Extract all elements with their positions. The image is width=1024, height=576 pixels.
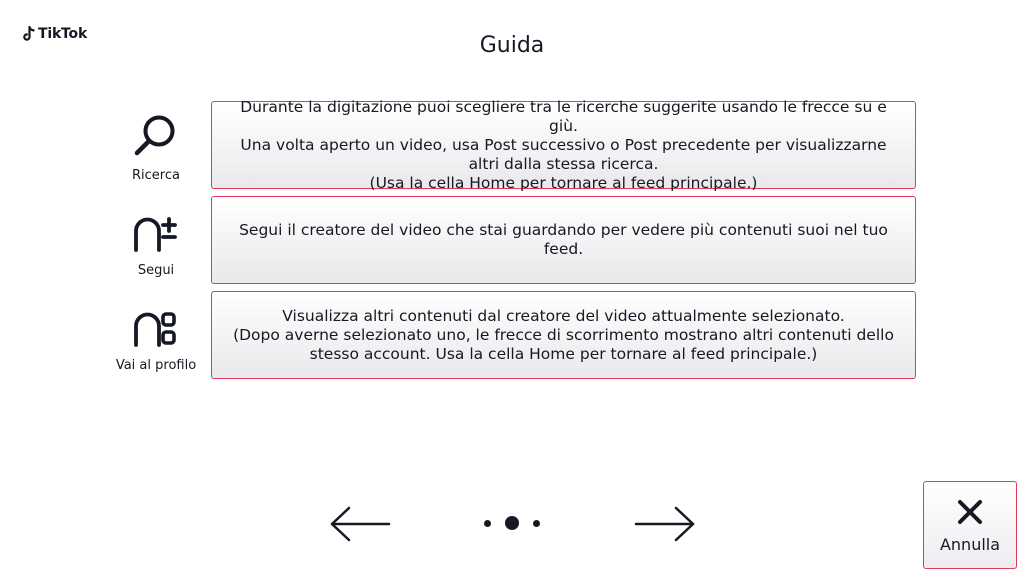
help-card-text: Segui il creatore del video che stai guardando per vedere più contenuti suoi nel tuo feed. — [239, 221, 888, 258]
help-card-search — [211, 97, 916, 192]
cancel-label: Annulla — [939, 534, 1001, 554]
cancel-button[interactable] — [923, 481, 1017, 569]
follow-user-icon — [131, 207, 181, 257]
help-card-follow — [211, 196, 916, 284]
help-card-text: Durante la digitazione puoi scegliere tra le ricerche suggerite usando le frecce su e giù. Una volta aperto un video, usa Post successivo o Post precedente per visualizzarne altri dalla stessa ricerca. (Usa la cella Home per tornare al feed principale.) — [240, 97, 887, 192]
help-row-side — [110, 196, 202, 284]
help-row-profile — [110, 291, 916, 379]
help-card-profile — [211, 291, 916, 379]
help-card-text: Visualizza altri contenuti dal creatore del video attualmente selezionato. (Dopo averne selezionato uno, le frecce di scorrimento mostrano altri contenuti dello stesso account. Usa la cella Home per tornare al feed principale.) — [233, 306, 894, 363]
logo-text: TikTok — [38, 26, 88, 42]
close-icon — [955, 497, 985, 527]
previous-page-arrow-icon[interactable] — [328, 504, 392, 544]
help-row-label: Vai al profilo — [115, 358, 197, 373]
help-row-side — [110, 101, 202, 189]
help-row-side — [110, 291, 202, 379]
page-dot — [484, 520, 491, 527]
page-dot-active — [505, 516, 519, 530]
help-row-label: Ricerca — [132, 168, 180, 183]
next-page-arrow-icon[interactable] — [633, 504, 697, 544]
page-indicator — [484, 512, 540, 534]
profile-icon — [131, 302, 181, 352]
search-icon — [131, 112, 181, 162]
page-dot — [533, 520, 540, 527]
page-title: Guida — [479, 33, 545, 58]
help-row-label: Segui — [137, 263, 175, 278]
help-row-follow — [110, 196, 916, 284]
help-row-search — [110, 97, 916, 192]
